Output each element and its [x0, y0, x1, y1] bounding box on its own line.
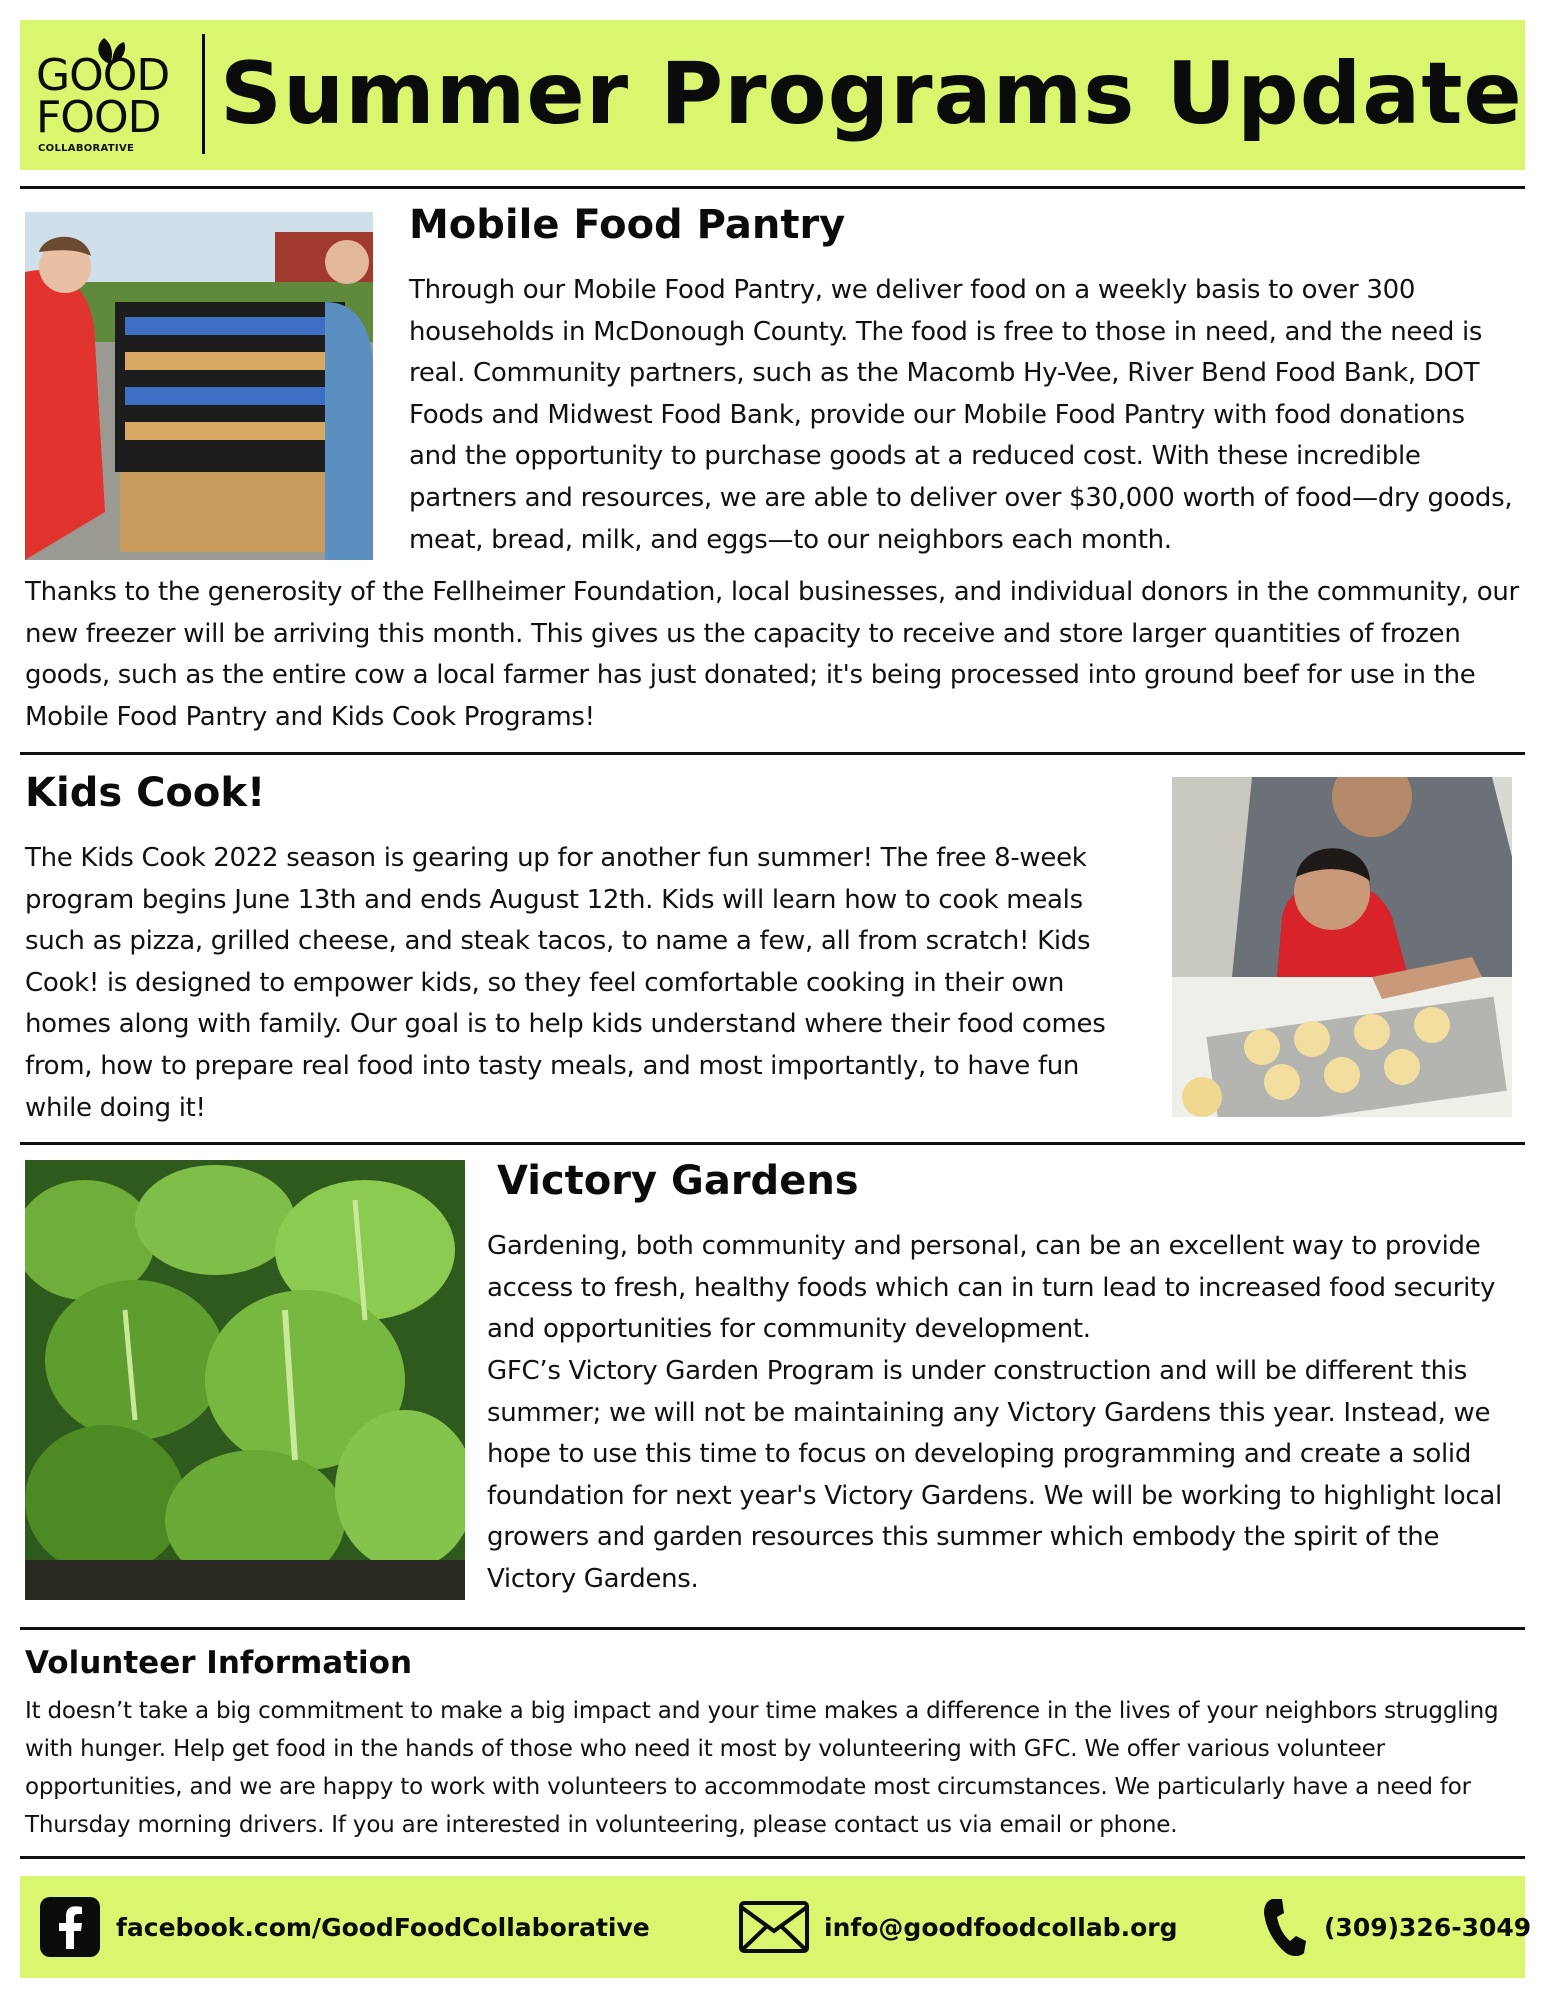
phone-contact[interactable] [1260, 1876, 1531, 1978]
mobile-pantry-heading: Mobile Food Pantry [409, 202, 846, 248]
victory-gardens-photo [25, 1160, 465, 1600]
victory-gardens-para1: Gardening, both community and personal, can be an excellent way to provide access to fresh, healthy foods which can in turn lead to increased food security and opportunities for community development. [487, 1231, 1496, 1345]
victory-gardens-heading: Victory Gardens [497, 1158, 859, 1204]
contact-footer [20, 1876, 1532, 1978]
phone-icon [1260, 1895, 1310, 1959]
mobile-pantry-freezer-text: Thanks to the generosity of the Fellheimer Foundation, local businesses, and individual donors in the community, our new freezer will be arriving this month. This gives us the capacity to receive and store larger quantities of frozen goods, such as the entire cow a local farmer has just donated; it's being processed into ground beef for use in the Mobile Food Pantry and Kids Cook Programs! [25, 577, 1519, 732]
section-divider [20, 186, 1525, 189]
kids-cook-body: The Kids Cook 2022 season is gearing up for another fun summer! The free 8-week program begins June 13th and ends August 12th. Kids will learn how to cook meals such as pizza, grilled cheese, and steak tacos, to name a few, all from scratch! Kids Cook! is designed to empower kids, so they feel comfortable cooking in their own homes along with family. Our goal is to help kids understand where their food comes from, how to prepare real food into tasty meals, and most importantly, to have fun while doing it! [25, 843, 1106, 1123]
kids-cook-heading: Kids Cook! [25, 770, 266, 816]
facebook-link[interactable]: facebook.com/GoodFoodCollaborative [116, 1912, 650, 1942]
facebook-icon [38, 1895, 102, 1959]
section-divider [20, 1627, 1525, 1630]
logo-word-collaborative: COLLABORATIVE [38, 143, 135, 154]
mobile-pantry-intro: Through our Mobile Food Pantry, we deliver food on a weekly basis to over 300 households in McDonough County. The food is free to those in need, and the need is real. Community partners, such as the Macomb Hy-Vee, River Bend Food Bank, DOT Foods and Midwest Food Bank, provide our Mobile Food Pantry with food donations and the opportunity to purchase goods at a reduced cost. With these incredible partners and resources, we are able to deliver over $30,000 worth of food—dry goods, meat, bread, milk, and eggs—to our neighbors each month. [409, 275, 1513, 555]
volunteer-heading: Volunteer Information [25, 1645, 413, 1681]
logo-word-good: GOOD [36, 50, 170, 101]
envelope-icon [738, 1895, 810, 1959]
kids-cook-photo [1172, 777, 1512, 1117]
logo-word-food: FOOD [36, 92, 161, 143]
page-title: Summer Programs Update [220, 44, 1523, 144]
header-banner [20, 20, 1525, 170]
section-divider [20, 752, 1525, 755]
facebook-contact[interactable] [38, 1876, 650, 1978]
victory-gardens-para2: GFC’s Victory Garden Program is under construction and will be different this summer; we will not be maintaining any Victory Gardens this year. Instead, we hope to use this time to focus on developing programming and create a solid foundation for next year's Victory Gardens. We will be working to highlight local growers and garden resources this summer which embody the spirit of the Victory Gardens. [487, 1356, 1502, 1594]
good-food-logo [36, 36, 206, 156]
mobile-pantry-photo [25, 212, 373, 560]
section-divider [20, 1142, 1525, 1145]
volunteer-body: It doesn’t take a big commitment to make a big impact and your time makes a difference in the lives of your neighbors struggling with hunger. Help get food in the hands of those who need it most by volunteering with GFC. We offer various volunteer opportunities, and we are happy to work with volunteers to accommodate most circumstances. We particularly have a need for Thursday morning drivers. If you are interested in volunteering, please contact us via email or phone. [25, 1698, 1499, 1838]
email-contact[interactable] [738, 1876, 1177, 1978]
header-divider [202, 34, 205, 154]
phone-link[interactable]: (309)326-3049 [1324, 1912, 1532, 1942]
section-divider [20, 1856, 1525, 1859]
email-link[interactable]: info@goodfoodcollab.org [824, 1912, 1178, 1942]
